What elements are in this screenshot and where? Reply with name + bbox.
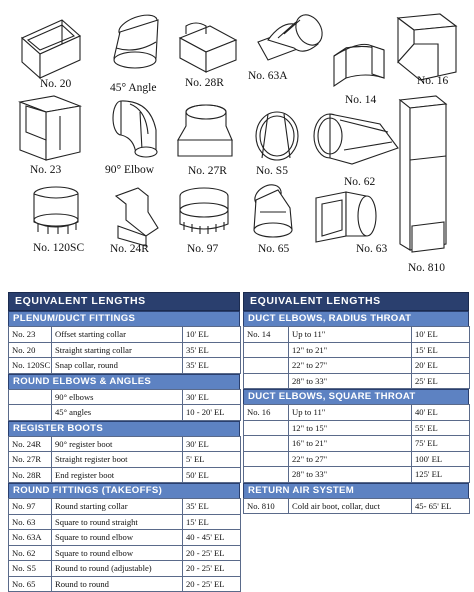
- cell-model: No. 63: [9, 514, 52, 530]
- cell-model: No. S5: [9, 561, 52, 577]
- cell-description: End register boot: [52, 467, 183, 483]
- table-row: [9, 514, 241, 530]
- cell-el: 100' EL: [412, 451, 470, 467]
- cell-model: No. 120SC: [9, 358, 52, 374]
- cell-size: 22" to 27": [289, 358, 412, 374]
- cell-description: Round starting collar: [52, 499, 183, 515]
- table-row: [9, 545, 241, 561]
- table-row: [9, 467, 241, 483]
- label-no28r: No. 28R: [185, 77, 224, 89]
- fitting-no120sc-drawing: [34, 187, 78, 234]
- label-no16: No. 16: [417, 75, 449, 87]
- cell-el: 40 - 45' EL: [183, 530, 241, 546]
- cell-model: No. 23: [9, 327, 52, 343]
- section-round-fittings-takeoffs: ROUND FITTINGS (TAKEOFFS): [8, 483, 240, 498]
- cell-description: Square to round elbow: [52, 545, 183, 561]
- cell-model: No. 27R: [9, 452, 52, 468]
- cell-el: 30' EL: [183, 389, 241, 405]
- cell-model: No. 810: [244, 498, 289, 514]
- section-plenum-duct-fittings: PLENUM/DUCT FITTINGS: [8, 311, 240, 326]
- cell-model: No. 14: [244, 327, 289, 343]
- table-row: [9, 452, 241, 468]
- cell-model: No. 97: [9, 499, 52, 515]
- cell-el: 20 - 25' EL: [183, 561, 241, 577]
- cell-model: [244, 436, 289, 452]
- label-no14: No. 14: [345, 94, 377, 106]
- cell-el: 15' EL: [183, 514, 241, 530]
- table-row: [244, 358, 470, 374]
- label-no120sc: No. 120SC: [33, 242, 85, 254]
- round-fittings-takeoffs-table: [8, 498, 241, 592]
- cell-description: 90° register boot: [52, 436, 183, 452]
- cell-el: 50' EL: [183, 467, 241, 483]
- section-register-boots: REGISTER BOOTS: [8, 421, 240, 436]
- table-row: [244, 498, 470, 514]
- label-elbow90: 90° Elbow: [105, 164, 154, 176]
- cell-model: No. 28R: [9, 467, 52, 483]
- fitting-no23-drawing: [20, 96, 80, 160]
- square-throat-table: [243, 404, 470, 483]
- label-no27r: No. 27R: [188, 165, 227, 177]
- cell-el: 10' EL: [412, 327, 470, 343]
- label-no62: No. 62: [344, 176, 376, 188]
- table-row: [9, 405, 241, 421]
- cell-size: Up to 11": [289, 327, 412, 343]
- table-row: [244, 451, 470, 467]
- label-no23: No. 23: [30, 164, 62, 176]
- cell-el: 45- 65' EL: [412, 498, 470, 514]
- cell-size: 12" to 15": [289, 420, 412, 436]
- label-no65: No. 65: [258, 243, 290, 255]
- radius-throat-table: [243, 326, 470, 389]
- cell-model: No. 16: [244, 405, 289, 421]
- round-elbows-angles-table: [8, 389, 241, 421]
- cell-description: 90° elbows: [52, 389, 183, 405]
- left-equivalent-lengths-table: [8, 292, 240, 592]
- cell-model: [244, 451, 289, 467]
- table-row: [9, 342, 241, 358]
- cell-size: 28" to 33": [289, 373, 412, 389]
- cell-el: 10' EL: [183, 327, 241, 343]
- table-row: [244, 405, 470, 421]
- fitting-no62-drawing: [314, 114, 398, 164]
- table-row: [9, 561, 241, 577]
- cell-model: No. 24R: [9, 436, 52, 452]
- cell-size: 16" to 21": [289, 436, 412, 452]
- cell-model: [244, 373, 289, 389]
- cell-description: Straight starting collar: [52, 342, 183, 358]
- cell-description: Round to round (adjustable): [52, 561, 183, 577]
- fitting-no63a-drawing: [258, 10, 327, 60]
- fitting-elbow90-drawing: [113, 101, 157, 157]
- fitting-no24r-drawing: [116, 188, 158, 246]
- right-table-title: EQUIVALENT LENGTHS: [243, 292, 469, 311]
- cell-size: Up to 11": [289, 405, 412, 421]
- cell-el: 35' EL: [183, 499, 241, 515]
- table-row: [9, 576, 241, 592]
- table-row: [9, 358, 241, 374]
- left-table-title: EQUIVALENT LENGTHS: [8, 292, 240, 311]
- label-no63a: No. 63A: [248, 70, 288, 82]
- cell-model: [244, 342, 289, 358]
- cell-el: 15' EL: [412, 342, 470, 358]
- label-no97: No. 97: [187, 243, 219, 255]
- cell-model: [244, 420, 289, 436]
- cell-model: No. 20: [9, 342, 52, 358]
- cell-el: 55' EL: [412, 420, 470, 436]
- label-no63: No. 63: [356, 243, 388, 255]
- cell-description: Square to round straight: [52, 514, 183, 530]
- cell-size: 12" to 21": [289, 342, 412, 358]
- fitting-no28r-drawing: [180, 23, 236, 72]
- cell-el: 40' EL: [412, 405, 470, 421]
- fitting-no27r-drawing: [178, 105, 232, 156]
- cell-el: 20 - 25' EL: [183, 576, 241, 592]
- section-duct-elbows-radius-throat: DUCT ELBOWS, RADIUS THROAT: [243, 311, 469, 326]
- register-boots-table: [8, 436, 241, 484]
- cell-el: 25' EL: [412, 373, 470, 389]
- fitting-angle45-drawing: [114, 11, 160, 68]
- cell-el: 5' EL: [183, 452, 241, 468]
- label-no24r: No. 24R: [110, 243, 149, 255]
- table-row: [244, 420, 470, 436]
- label-no20: No. 20: [40, 78, 72, 90]
- cell-el: 75' EL: [412, 436, 470, 452]
- fitting-no14-drawing: [334, 44, 384, 86]
- cell-el: 125' EL: [412, 467, 470, 483]
- label-angle45: 45° Angle: [110, 82, 157, 94]
- fitting-nos5-drawing: [256, 112, 298, 160]
- cell-model: [244, 358, 289, 374]
- label-no810: No. 810: [408, 262, 446, 274]
- table-row: [9, 530, 241, 546]
- cell-model: No. 62: [9, 545, 52, 561]
- plenum-duct-fittings-table: [8, 326, 241, 374]
- fitting-no97-drawing: [180, 188, 228, 234]
- table-row: [244, 467, 470, 483]
- cell-description: Round to round: [52, 576, 183, 592]
- table-row: [244, 327, 470, 343]
- table-row: [9, 499, 241, 515]
- cell-el: 20' EL: [412, 358, 470, 374]
- cell-description: Cold air boot, collar, duct: [289, 498, 412, 514]
- fitting-no63-drawing: [316, 192, 376, 242]
- table-row: [9, 389, 241, 405]
- return-air-system-table: [243, 498, 470, 515]
- cell-description: 45° angles: [52, 405, 183, 421]
- cell-model: No. 63A: [9, 530, 52, 546]
- cell-model: [9, 405, 52, 421]
- table-row: [244, 342, 470, 358]
- section-return-air-system: RETURN AIR SYSTEM: [243, 483, 469, 498]
- cell-model: [244, 467, 289, 483]
- fitting-no20-drawing: [22, 20, 80, 78]
- table-row: [244, 373, 470, 389]
- fitting-no16-drawing: [398, 14, 456, 80]
- cell-size: 28" to 33": [289, 467, 412, 483]
- cell-el: 35' EL: [183, 342, 241, 358]
- cell-el: 20 - 25' EL: [183, 545, 241, 561]
- cell-model: [9, 389, 52, 405]
- table-row: [9, 436, 241, 452]
- fitting-no65-drawing: [251, 180, 292, 237]
- cell-model: No. 65: [9, 576, 52, 592]
- table-row: [9, 327, 241, 343]
- section-round-elbows-angles: ROUND ELBOWS & ANGLES: [8, 374, 240, 389]
- cell-description: Offset starting collar: [52, 327, 183, 343]
- table-row: [244, 436, 470, 452]
- cell-el: 30' EL: [183, 436, 241, 452]
- right-equivalent-lengths-table: [243, 292, 469, 514]
- cell-description: Square to round elbow: [52, 530, 183, 546]
- cell-el: 10 - 20' EL: [183, 405, 241, 421]
- cell-size: 22" to 27": [289, 451, 412, 467]
- cell-description: Straight register boot: [52, 452, 183, 468]
- section-duct-elbows-square-throat: DUCT ELBOWS, SQUARE THROAT: [243, 389, 469, 404]
- cell-description: Snap collar, round: [52, 358, 183, 374]
- label-nos5: No. S5: [256, 165, 288, 177]
- fitting-no810-drawing: [400, 96, 446, 252]
- cell-el: 35' EL: [183, 358, 241, 374]
